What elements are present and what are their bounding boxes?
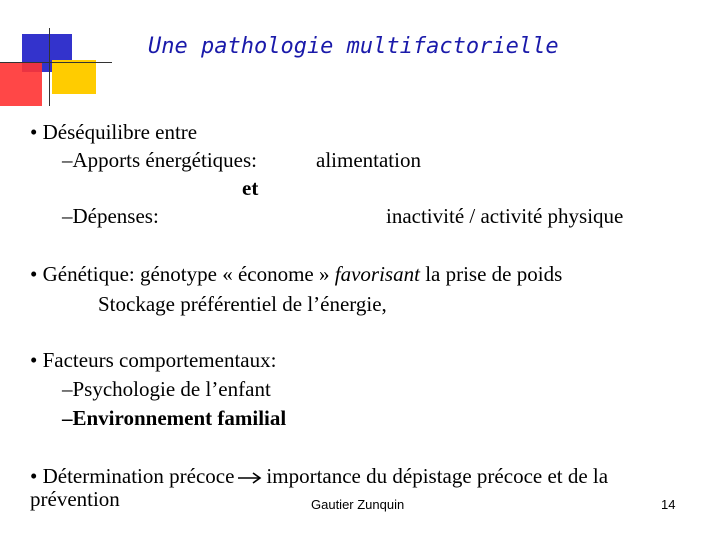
deco-yellow-square [52, 60, 96, 94]
depenses-label: –Dépenses: [62, 204, 159, 228]
footer-author: Gautier Zunquin [311, 497, 405, 512]
depenses-value: inactivité / activité physique [386, 204, 624, 228]
deco-vertical-line [49, 28, 50, 106]
genetique-italic: favorisant [334, 262, 420, 286]
bullet-genetique [30, 264, 562, 285]
deco-horizontal-line [0, 62, 112, 63]
psychologie-item: –Psychologie de l’enfant [62, 377, 271, 401]
apports-value: alimentation [316, 148, 421, 172]
page-number: 14 [661, 497, 676, 512]
stockage-line: Stockage préférentiel de l’énergie, [98, 292, 387, 316]
bullet-facteurs: • Facteurs comportementaux: [30, 348, 277, 372]
genetique-prefix: • Génétique: génotype « économe » [30, 262, 335, 286]
environnement-item: –Environnement familial [62, 406, 287, 430]
deco-red-square [0, 62, 42, 106]
determination-prefix: • Détermination précoce [30, 464, 235, 488]
right-arrow-icon [237, 471, 263, 485]
apports-label: –Apports énergétiques: [62, 148, 257, 172]
bullet-desequilibre: • Déséquilibre entre [30, 120, 198, 144]
et-label: et [242, 176, 259, 200]
determination-suffix: importance du dépistage précoce et de la [266, 464, 609, 488]
genetique-suffix: la prise de poids [419, 262, 563, 286]
slide-title: Une pathologie multifactorielle [148, 34, 559, 59]
bullet-determination [30, 466, 608, 487]
prevention-line: prévention [30, 487, 120, 511]
